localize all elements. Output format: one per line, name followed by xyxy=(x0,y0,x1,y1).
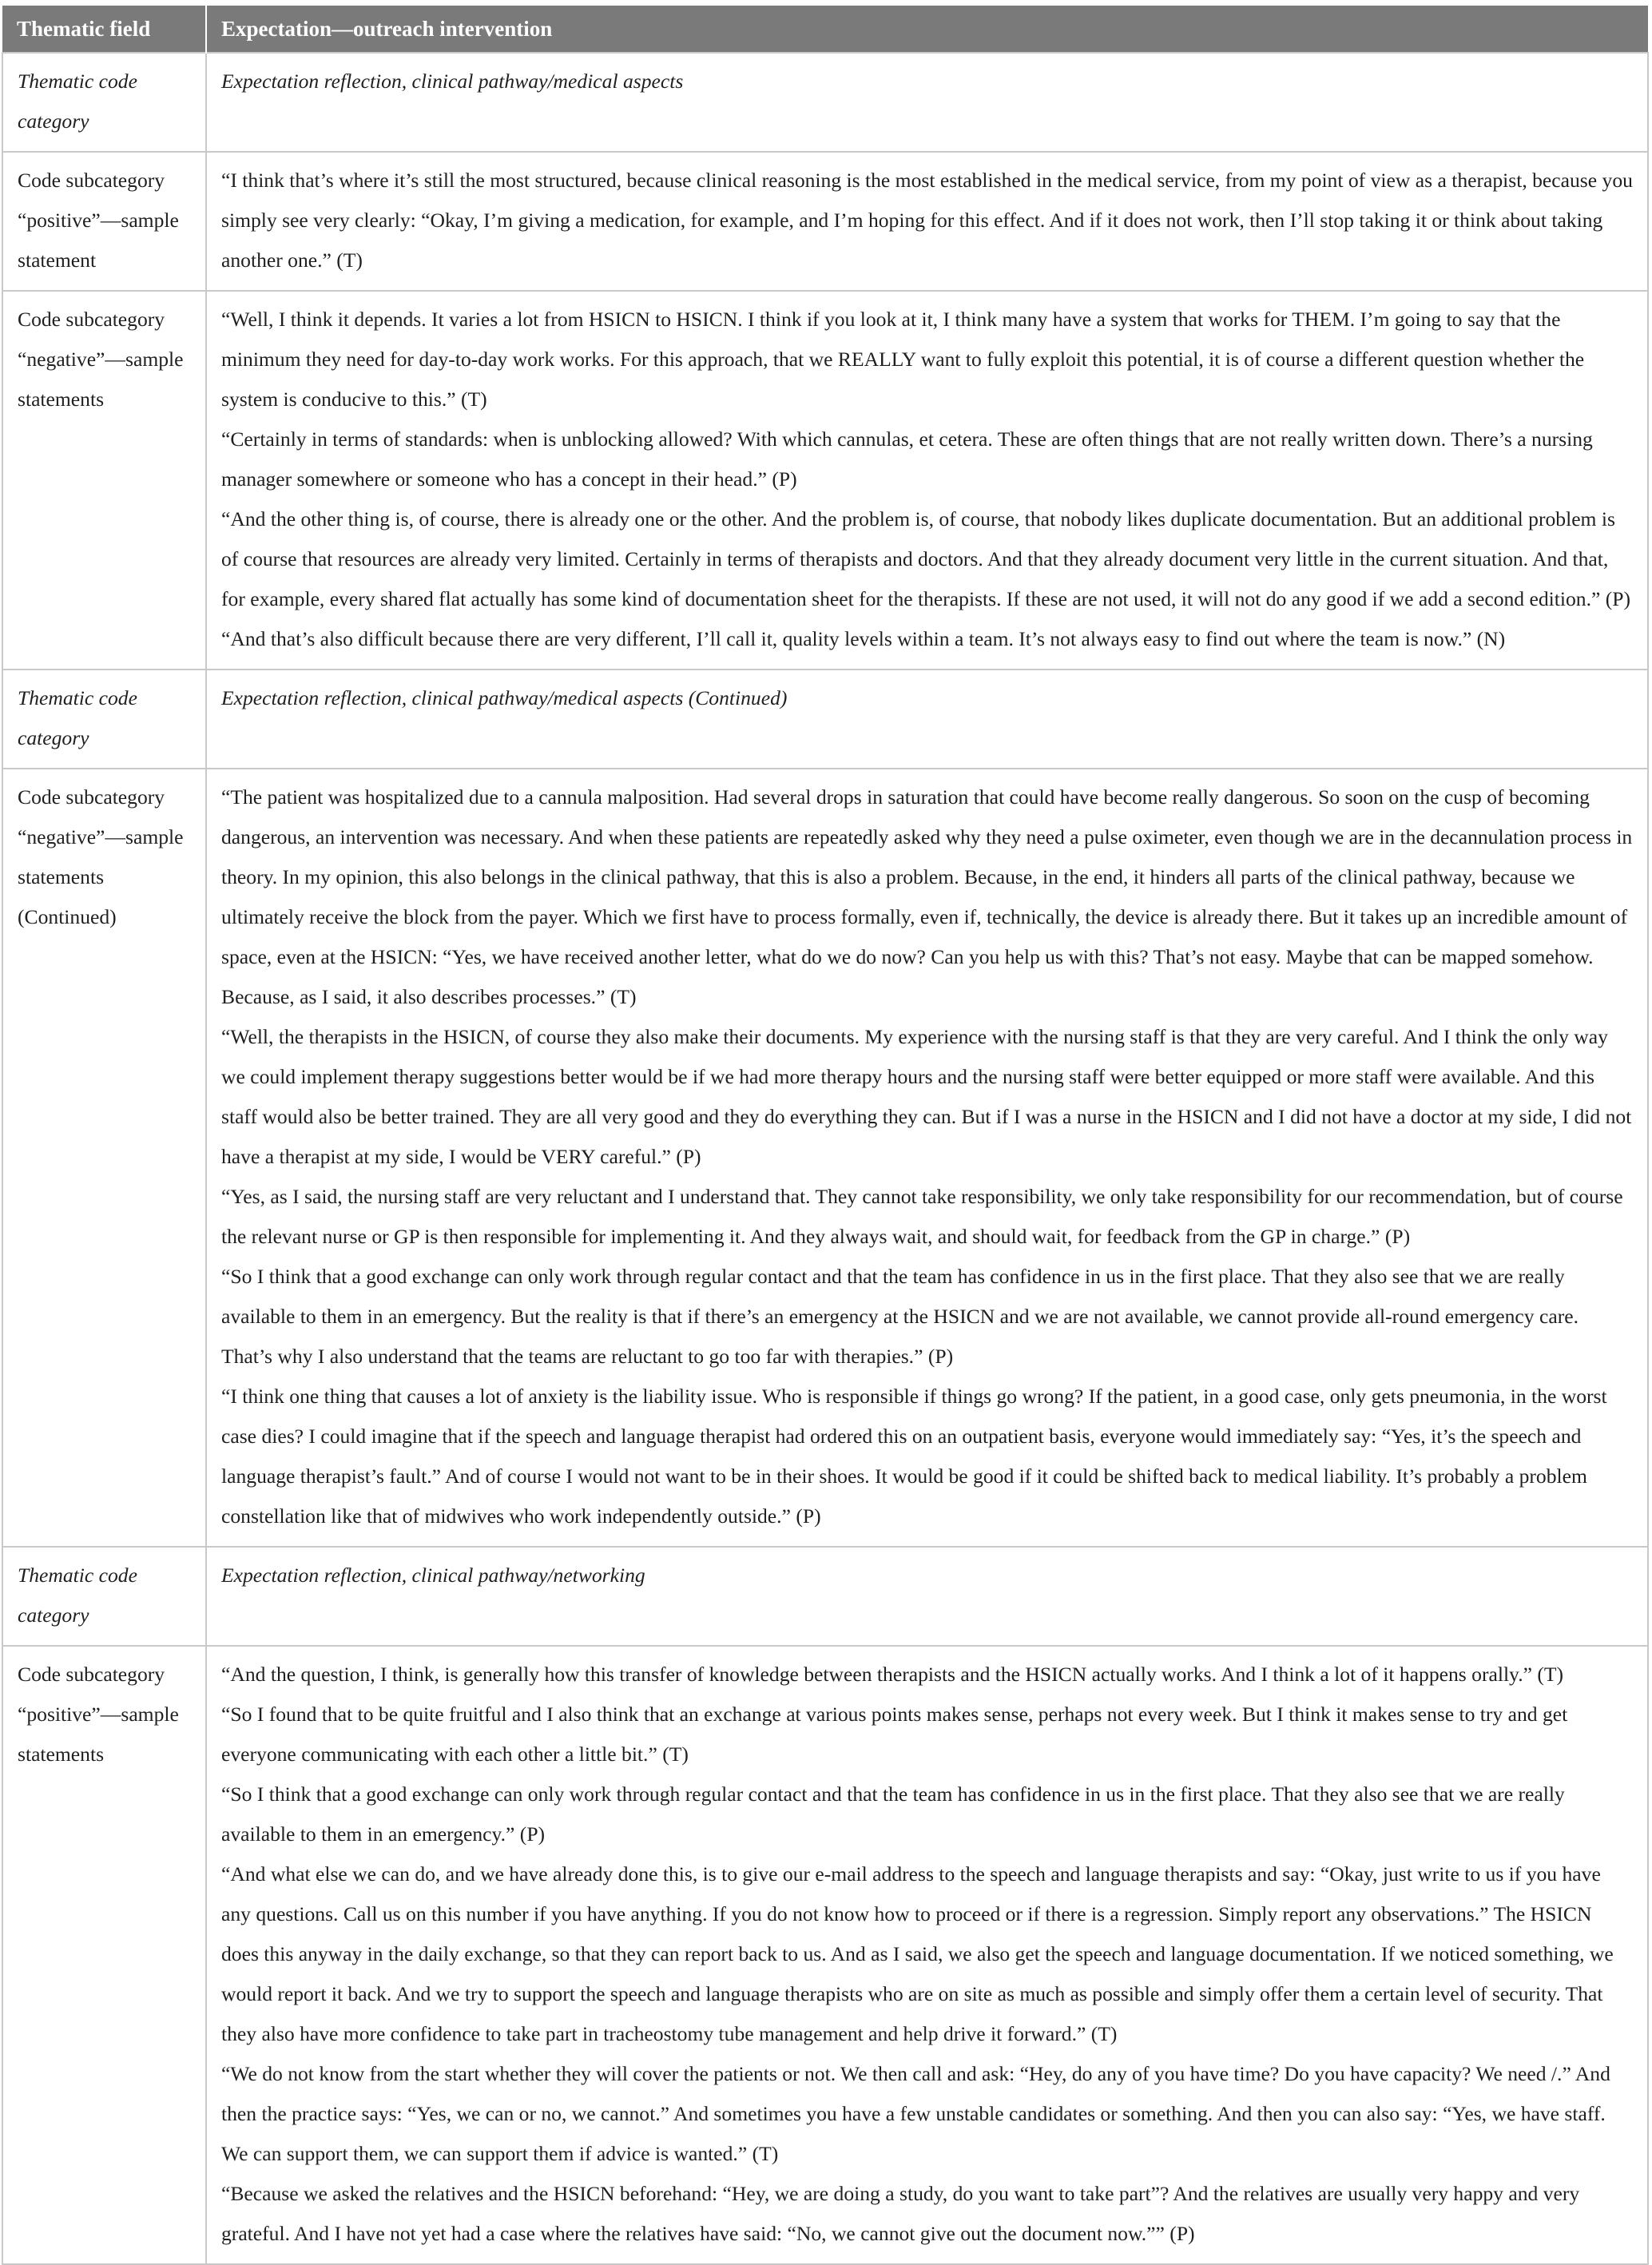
thematic-field-cell: Code subcategory “positive”—sample statements xyxy=(2,1646,206,2264)
table-header-row xyxy=(2,6,1648,53)
sample-statement: “Well, the therapists in the HSICN, of course they also make their documents. My experience with the nursing staff is that they are very careful. And I think the only way we could implement therapy suggestions better would be if we had more therapy hours and the nursing staff were better equipped or more staff were available. And this staff would also be better trained. They are all very good and they do everything they can. But if I was a nurse in the HSICN and I did not have a doctor at my side, I did not have a therapist at my side, I would be VERY careful.” (P) xyxy=(221,1025,1632,1168)
sample-statement: “And the question, I think, is generally how this transfer of knowledge between therapists and the HSICN actually works. And I think a lot of it happens orally.” (T) xyxy=(221,1663,1564,1686)
category-content-cell: Expectation reflection, clinical pathway/networking xyxy=(206,1547,1648,1646)
thematic-field-cell: Code subcategory “negative”—sample statements (Continued) xyxy=(2,769,206,1547)
thematic-field-cell: Code subcategory “negative”—sample statements xyxy=(2,291,206,670)
sample-statement: “I think one thing that causes a lot of anxiety is the liability issue. Who is responsible if things go wrong? If the patient, in a good case, only gets pneumonia, in the worst case dies? I could imagine that if the speech and language therapist had ordered this on an outpatient basis, everyone would immediately say: “Yes, it’s the speech and language therapist’s fault.” And of course I would not want to be in their shoes. It would be good if it could be shifted back to medical liability. It’s probably a problem constellation like that of midwives who work independently outside.” (P) xyxy=(221,1385,1607,1528)
sample-statement: “Certainly in terms of standards: when is unblocking allowed? With which cannulas, et cetera. These are often things that are not really written down. There’s a nursing manager somewhere or someone who has a concept in their head.” (P) xyxy=(221,427,1593,491)
sample-statement: “Yes, as I said, the nursing staff are very reluctant and I understand that. They cannot take responsibility, we only take responsibility for our recommendation, but of course the relevant nurse or GP is then responsible for implementing it. And they always wait, and should wait, for feedback from the GP in charge.” (P) xyxy=(221,1185,1623,1248)
header-expectation: Expectation—outreach intervention xyxy=(206,6,1648,53)
sample-statement: “I think that’s where it’s still the most structured, because clinical reasoning is the most established in the medical service, from my point of view as a therapist, because you simply see very clearly: “Okay, I’m giving a medication, for example, and I’m hoping for this effect. And if it does not work, then I’ll stop taking it or think about taking another one.” (T) xyxy=(221,169,1633,272)
category-row xyxy=(2,1547,1648,1646)
thematic-field-cell: Thematic code category xyxy=(2,1547,206,1646)
table-body xyxy=(2,53,1648,2264)
thematic-field-cell: Thematic code category xyxy=(2,670,206,769)
sample-statement: “So I found that to be quite fruitful and I also think that an exchange at various points makes sense, perhaps not every week. But I think it makes sense to try and get everyone communicating with each other a little bit.” (T) xyxy=(221,1703,1568,1766)
category-row xyxy=(2,670,1648,769)
sample-statement: “The patient was hospitalized due to a cannula malposition. Had several drops in saturation that could have become really dangerous. So soon on the cusp of becoming dangerous, an intervention was necessary. And when these patients are repeatedly asked why they need a pulse oximeter, even though we are in the decannulation process in theory. In my opinion, this also belongs in the clinical pathway, that this is also a problem. Because, in the end, it hinders all parts of the clinical pathway, because we ultimately receive the block from the payer. Which we first have to process formally, even if, technically, the device is already there. But it takes up an incredible amount of space, even at the HSICN: “Yes, we have received another letter, what do we do now? Can you help us with this? That’s not easy. Maybe that can be mapped somehow. Because, as I said, it also describes processes.” (T) xyxy=(221,785,1633,1008)
sample-statement: “And that’s also difficult because there are very different, I’ll call it, quality levels within a team. It’s not always easy to find out where the team is now.” (N) xyxy=(221,627,1506,650)
sample-statement: “And the other thing is, of course, there is already one or the other. And the problem is, of course, that nobody likes duplicate documentation. But an additional problem is of course that resources are already very limited. Certainly in terms of therapists and doctors. And that they already document very little in the current situation. And that, for example, every shared flat actually has some kind of documentation sheet for the therapists. If these are not used, it will not do any good if we add a second edition.” (P) xyxy=(221,507,1631,610)
category-content-cell: Expectation reflection, clinical pathway/medical aspects (Continued) xyxy=(206,670,1648,769)
subcategory-row xyxy=(2,291,1648,670)
category-content-cell: Expectation reflection, clinical pathway/medical aspects xyxy=(206,53,1648,152)
sample-statement: “We do not know from the start whether they will cover the patients or not. We then call and ask: “Hey, do any of you have time? Do you have capacity? We need /.” And then the practice says: “Yes, we can or no, we cannot.” And sometimes you have a few unstable candidates or something. And then you can also say: “Yes, we have staff. We can support them, we can support them if advice is wanted.” (T) xyxy=(221,2062,1610,2165)
statements-cell xyxy=(206,152,1648,291)
category-row xyxy=(2,53,1648,152)
thematic-field-cell: Thematic code category xyxy=(2,53,206,152)
subcategory-row xyxy=(2,1646,1648,2264)
header-thematic-field: Thematic field xyxy=(2,6,206,53)
sample-statement: “Well, I think it depends. It varies a lot from HSICN to HSICN. I think if you look at it, I think many have a system that works for THEM. I’m going to say that the minimum they need for day-to-day work works. For this approach, that we REALLY want to fully exploit this potential, it is of course a different question whether the system is conducive to this.” (T) xyxy=(221,308,1585,411)
statements-cell xyxy=(206,769,1648,1547)
subcategory-row xyxy=(2,769,1648,1547)
thematic-table xyxy=(2,6,1649,2265)
statements-cell xyxy=(206,291,1648,670)
statements-cell xyxy=(206,1646,1648,2264)
sample-statement: “And what else we can do, and we have already done this, is to give our e-mail address to the speech and language therapists and say: “Okay, just write to us if you have any questions. Call us on this number if you have anything. If you do not know how to proceed or if there is a regression. Simply report any observations.” The HSICN does this anyway in the daily exchange, so that they can report back to us. And as I said, we also get the speech and language documentation. If we noticed something, we would report it back. And we try to support the speech and language therapists who are on site as much as possible and simply offer them a certain level of security. That they also have more confidence to take part in tracheostomy tube management and help drive it forward.” (T) xyxy=(221,1862,1614,2045)
sample-statement: “So I think that a good exchange can only work through regular contact and that the team has confidence in us in the first place. That they also see that we are really available to them in an emergency.” (P) xyxy=(221,1782,1565,1846)
sample-statement: “Because we asked the relatives and the HSICN beforehand: “Hey, we are doing a study, do you want to take part”? And the relatives are usually very happy and very grateful. And I have not yet had a case where the relatives have said: “No, we cannot give out the document now.”” (P) xyxy=(221,2182,1580,2245)
sample-statement: “So I think that a good exchange can only work through regular contact and that the team has confidence in us in the first place. That they also see that we are really available to them in an emergency. But the reality is that if there’s an emergency at the HSICN and we are not available, we cannot provide all-round emergency care. That’s why I also understand that the teams are reluctant to go too far with therapies.” (P) xyxy=(221,1265,1579,1368)
thematic-field-cell: Code subcategory “positive”—sample statement xyxy=(2,152,206,291)
subcategory-row xyxy=(2,152,1648,291)
